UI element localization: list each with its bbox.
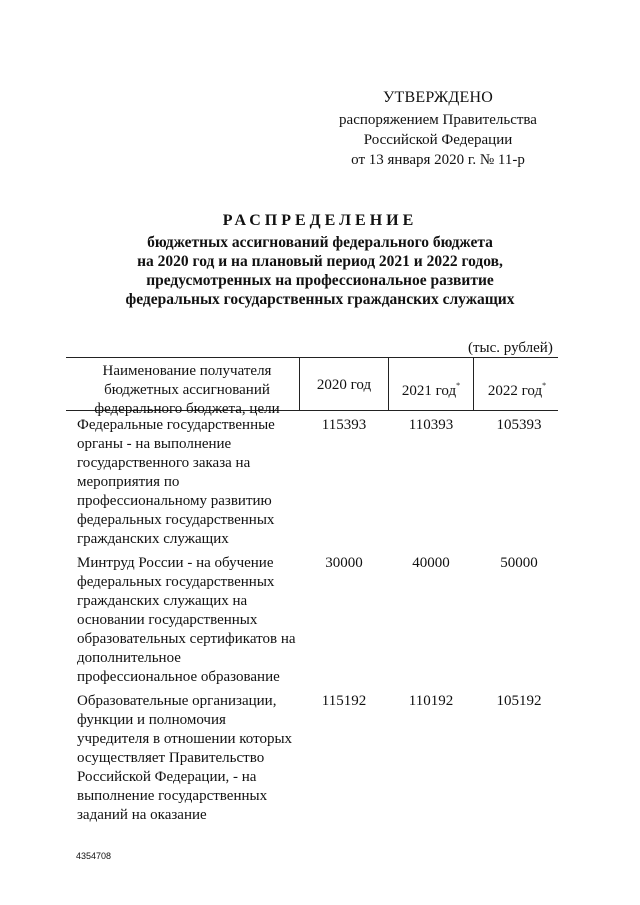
row-name-line: профессиональному развитию <box>77 493 272 509</box>
title-main: РАСПРЕДЕЛЕНИЕ <box>222 212 418 229</box>
footnote-mark: * <box>542 381 547 390</box>
approval-line: от 13 января 2020 г. № 11-р <box>351 152 525 168</box>
row-name-line: функции и полномочия <box>77 712 226 728</box>
row-name-line: органы - на выполнение <box>77 436 232 452</box>
header-2021 <box>389 376 473 401</box>
header-2022-label: 2022 год <box>487 383 543 399</box>
row-name-line: профессиональное образование <box>77 669 280 685</box>
value-2020: 115192 <box>321 693 367 709</box>
approval-heading: УТВЕРЖДЕНО <box>382 89 493 106</box>
title-line: на 2020 год и на плановый период 2021 и 2022 годов, <box>137 253 503 270</box>
row-name-line: Образовательные организации, <box>77 693 277 709</box>
row-name <box>77 554 307 687</box>
header-2022 <box>474 376 560 401</box>
row-name-line: федеральных государственных <box>77 512 275 528</box>
row-name-line: Российской Федерации, - на <box>77 769 257 785</box>
footnote-mark: * <box>456 381 461 390</box>
row-name <box>77 416 307 549</box>
header-name-column <box>76 362 298 419</box>
value-2020: 30000 <box>325 555 363 571</box>
row-name-line: Федеральные государственные <box>77 417 275 433</box>
row-name-line: образовательных сертификатов на <box>77 631 296 647</box>
row-name-line: осуществляет Правительство <box>77 750 265 766</box>
row-name-line: основании государственных <box>77 612 258 628</box>
header-name-line: бюджетных ассигнований <box>104 382 270 398</box>
units-label: (тыс. рублей) <box>468 340 553 356</box>
header-2020 <box>300 376 388 395</box>
row-name-line: гражданских служащих на <box>77 593 248 609</box>
row-name-line: государственного заказа на <box>77 455 251 471</box>
header-name-line: Наименование получателя <box>102 363 272 379</box>
value-2021: 110393 <box>408 417 454 433</box>
title-line: предусмотренных на профессиональное развитие <box>146 272 494 289</box>
title-line: бюджетных ассигнований федерального бюджета <box>147 234 493 251</box>
value-2020: 115393 <box>321 417 367 433</box>
document-id: 4354708 <box>76 851 112 861</box>
value-2022: 105192 <box>496 693 542 709</box>
row-name <box>77 692 307 825</box>
row-name-line: мероприятия по <box>77 474 180 490</box>
row-name-line: Минтруд России - на обучение <box>77 555 274 571</box>
header-2020-label: 2020 год <box>316 377 372 393</box>
approval-line: Российской Федерации <box>363 132 513 148</box>
document-title <box>0 211 640 309</box>
value-2021: 110192 <box>408 693 454 709</box>
value-2022: 50000 <box>500 555 538 571</box>
approval-line: распоряжением Правительства <box>339 112 537 128</box>
row-name-line: гражданских служащих <box>77 531 229 547</box>
approval-block <box>322 88 554 170</box>
row-name-line: учредителя в отношении которых <box>77 731 293 747</box>
header-name-line: федерального бюджета, цели <box>94 401 280 417</box>
row-name-line: заданий на оказание <box>77 807 207 823</box>
header-2021-label: 2021 год <box>401 383 457 399</box>
table-top-border <box>66 357 558 358</box>
value-2022: 105393 <box>496 417 542 433</box>
row-name-line: выполнение государственных <box>77 788 268 804</box>
row-name-line: дополнительное <box>77 650 181 666</box>
row-name-line: федеральных государственных <box>77 574 275 590</box>
title-line: федеральных государственных гражданских служащих <box>125 291 515 308</box>
value-2021: 40000 <box>412 555 450 571</box>
